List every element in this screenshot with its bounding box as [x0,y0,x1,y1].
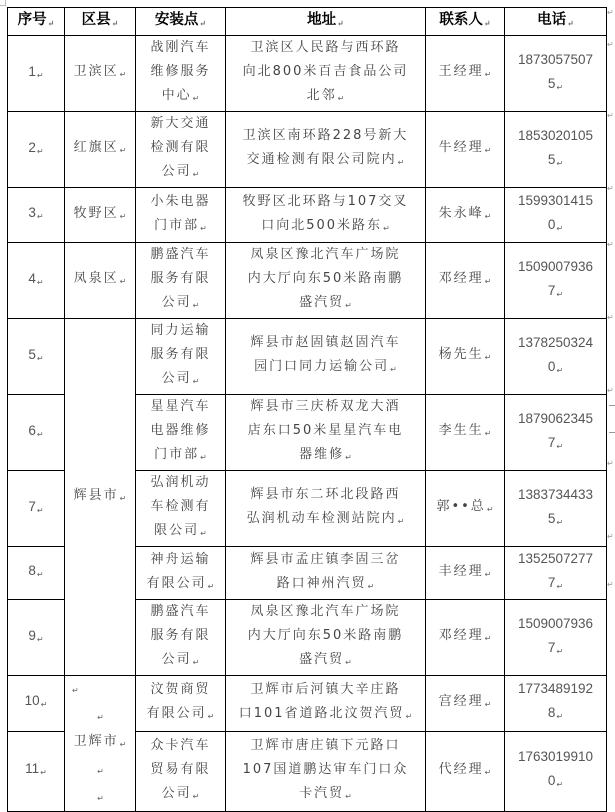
header-contact: 联系人↵ [426,8,505,36]
site-cell: 神舟运输 有限公司↵ [136,547,226,600]
address-cell: 辉县市东二环北段路西 弘润机动车检测站院内↵ [226,471,426,547]
phone-cell: 1383734433 5↵ [505,471,607,547]
header-no: 序号↵ [8,8,65,36]
row-number: 1↵ [8,36,65,112]
table-header-row [8,8,607,36]
row-end-mark: ↵ [607,459,614,468]
header-phone: 电话↵ [505,8,607,36]
table-row [8,188,607,243]
address-cell: 辉县市赵固镇赵固汽车 园门口同力运输公司↵ [226,319,426,395]
phone-cell: 1352507277 7↵ [505,547,607,600]
address-cell: 卫滨区南环路228号新大 交通检测有限公司院内↵ [226,112,426,188]
site-cell: 弘润机动 车检测有 限公司↵ [136,471,226,547]
site-cell: 同力运输 服务有限 公司↵ [136,319,226,395]
phone-cell: 1509007936 7↵ [505,243,607,319]
row-end-mark: ↵ [607,8,614,17]
table-row [8,36,607,112]
row-end-mark: ↵ [607,111,614,120]
row-number: 3↵ [8,188,65,243]
header-address: 地址↵ [226,8,426,36]
contact-cell: 邓经理↵ [426,600,505,676]
contact-cell: 牛经理↵ [426,112,505,188]
header-site: 安装点↵ [136,8,226,36]
address-cell: 凤泉区豫北汽车广场院 内大厅向东50米路南鹏 盛汽贸↵ [226,600,426,676]
phone-cell: 1773489192 8↵ [505,676,607,732]
row-number: 7↵ [8,471,65,547]
header-district: 区县↵ [65,8,136,36]
site-cell: 星星汽车 电器维修 门市部↵ [136,395,226,471]
site-cell: 众卡汽车 贸易有限 公司↵ [136,731,226,811]
address-cell: 卫辉市后河镇大辛庄路 口101省道路北汶贺汽贸↵ [226,676,426,732]
row-end-mark: ↵ [607,386,614,395]
row-number: 9↵ [8,600,65,676]
address-cell: 凤泉区豫北汽车广场院 内大厅向东50米路南鹏 盛汽贸↵ [226,243,426,319]
contact-cell: 李生生↵ [426,395,505,471]
row-number: 2↵ [8,112,65,188]
row-number: 5↵ [8,319,65,395]
address-cell: 卫滨区人民路与西环路 向北800米百吉食品公司 北邻↵ [226,36,426,112]
site-cell: 新大交通 检测有限 公司↵ [136,112,226,188]
phone-cell: 1853020105 5↵ [505,112,607,188]
contact-cell: 王经理↵ [426,36,505,112]
site-cell: 战刚汽车 维修服务 中心↵ [136,36,226,112]
address-cell: 卫辉市唐庄镇下元路口 107国道鹏达审车门口众 卡汽贸↵ [226,731,426,811]
district-cell: 红旗区↵ [65,112,136,188]
margin-indicator [609,405,615,406]
site-cell: 汶贺商贸 有限公司↵ [136,676,226,732]
table-row [8,243,607,319]
row-end-mark: ↵ [607,580,614,589]
phone-cell: 1873057507 5↵ [505,36,607,112]
site-cell: 鹏盛汽车 服务有限 公司↵ [136,600,226,676]
contact-cell: 丰经理↵ [426,547,505,600]
phone-cell: 1378250324 0↵ [505,319,607,395]
row-number: 11↵ [8,731,65,811]
row-end-mark: ↵ [607,184,614,193]
row-number: 10↵ [8,676,65,732]
district-cell-merged-huixian: 辉县市↵ [65,319,136,676]
site-cell: 鹏盛汽车 服务有限 公司↵ [136,243,226,319]
contact-cell: 邓经理↵ [426,243,505,319]
district-cell: 牧野区↵ [65,188,136,243]
address-cell: 牧野区北环路与107交叉 口向北500米路东↵ [226,188,426,243]
phone-cell: 1879062345 7↵ [505,395,607,471]
row-end-mark: ↵ [607,40,614,49]
row-end-mark: ↵ [607,240,614,249]
contact-cell: 代经理↵ [426,731,505,811]
row-number: 6↵ [8,395,65,471]
table-row [8,112,607,188]
contact-cell: 朱永峰↵ [426,188,505,243]
table-row [8,319,607,395]
row-end-mark: ↵ [607,532,614,541]
row-number: 4↵ [8,243,65,319]
margin-indicator [609,432,615,433]
district-cell-merged-weihui: ↵ ↵ 卫辉市↵ ↵ ↵ [65,676,136,812]
address-cell: 辉县市三庆桥双龙大酒 店东口50米星星汽车电 器维修↵ [226,395,426,471]
page-corner-mark [0,0,6,6]
phone-cell: 1763019910 0↵ [505,731,607,811]
row-end-mark: ↵ [607,313,614,322]
installation-sites-table [7,7,607,812]
contact-cell: 郭••总↵ [426,471,505,547]
site-cell: 小朱电器 门市部↵ [136,188,226,243]
row-number: 8↵ [8,547,65,600]
phone-cell: 1509007936 7↵ [505,600,607,676]
district-cell: 凤泉区↵ [65,243,136,319]
phone-cell: 1599301415 0↵ [505,188,607,243]
contact-cell: 杨先生↵ [426,319,505,395]
district-cell: 卫滨区↵ [65,36,136,112]
table-row [8,676,607,732]
contact-cell: 宫经理↵ [426,676,505,732]
address-cell: 辉县市孟庄镇李固三岔 路口神州汽贸↵ [226,547,426,600]
